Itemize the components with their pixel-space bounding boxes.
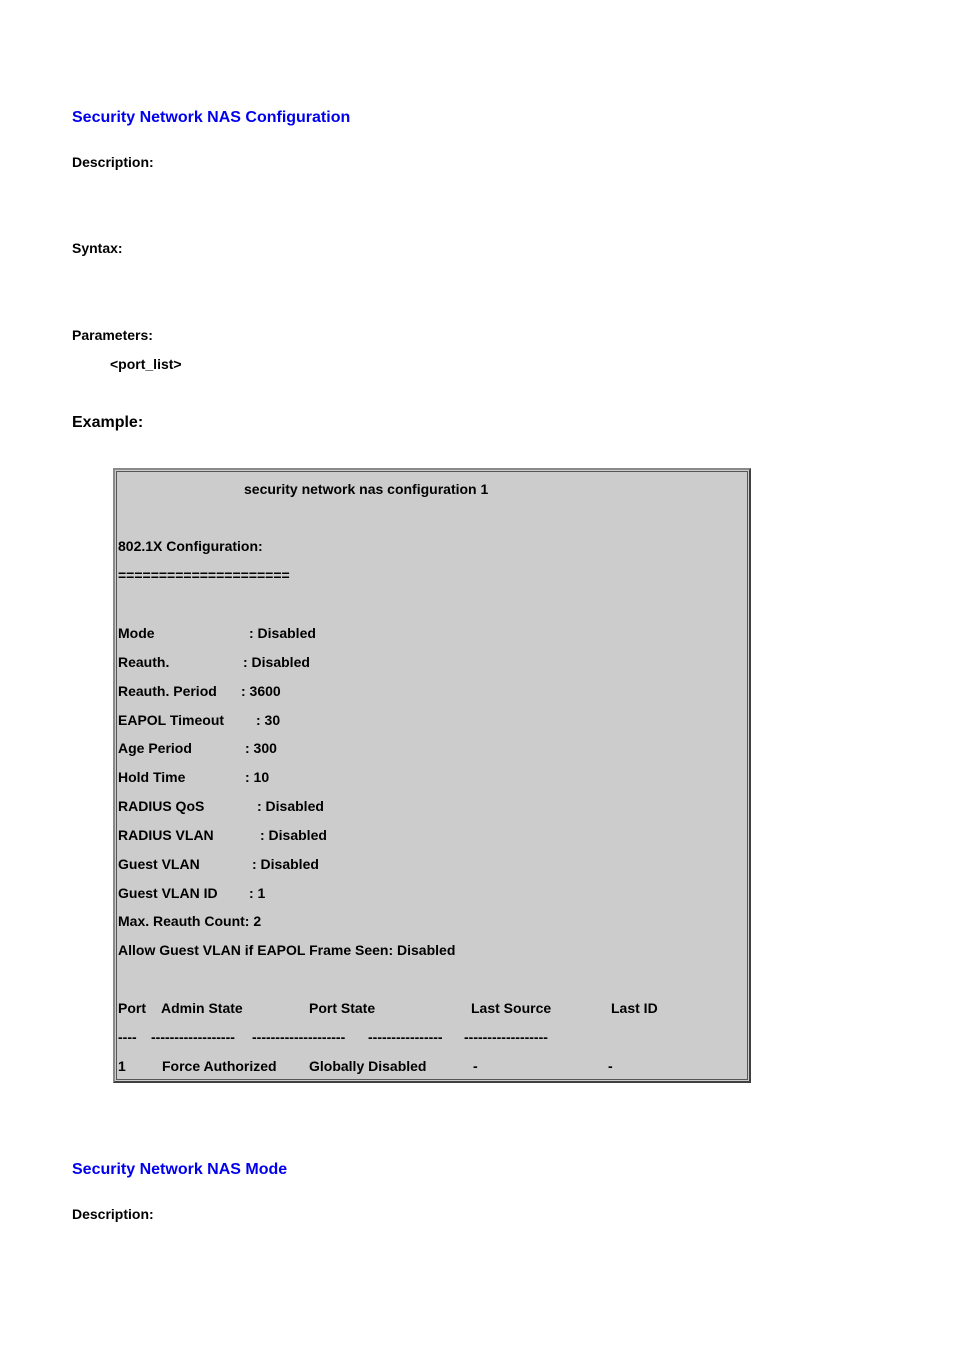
example-label: Example:	[72, 414, 144, 431]
setting-key: Age Period	[118, 740, 192, 756]
table-cell-port-state: Globally Disabled	[309, 1058, 427, 1074]
table-dashes: ------------------	[464, 1029, 548, 1045]
table-header-port-state: Port State	[309, 1000, 376, 1016]
setting-value: : Disabled	[249, 625, 316, 641]
table-cell-port: 1	[118, 1058, 126, 1074]
setting-key: RADIUS VLAN	[118, 827, 214, 843]
table-header-last-id: Last ID	[611, 1000, 658, 1016]
table-cell-last-id: -	[608, 1058, 613, 1074]
description-label: Description:	[72, 154, 154, 170]
description-label-2: Description:	[72, 1206, 154, 1222]
param-port-list: <port_list>	[110, 356, 182, 372]
setting-value: : Disabled	[257, 798, 324, 814]
setting-key: Hold Time	[118, 769, 186, 785]
setting-value: : 30	[256, 712, 281, 728]
section-title-nas-configuration: Security Network NAS Configuration	[72, 109, 351, 126]
table-header-last-source: Last Source	[471, 1000, 552, 1016]
console-output-box	[113, 468, 751, 1083]
setting-value: : 10	[245, 769, 270, 785]
table-dashes: ------------------	[151, 1029, 235, 1045]
setting-value: : Disabled	[243, 654, 310, 670]
table-dashes: ----	[118, 1029, 137, 1045]
setting-key: Mode	[118, 625, 155, 641]
setting-key: Guest VLAN ID	[118, 885, 218, 901]
section-title-nas-mode: Security Network NAS Mode	[72, 1161, 288, 1178]
table-dashes: ----------------	[368, 1029, 443, 1045]
setting-value: : 1	[249, 885, 266, 901]
setting-key: RADIUS QoS	[118, 798, 205, 814]
setting-value: : 300	[245, 740, 277, 756]
setting-key: Reauth. Period	[118, 683, 217, 699]
allow-guest-vlan: Allow Guest VLAN if EAPOL Frame Seen: Disabled	[118, 942, 456, 958]
table-cell-admin-state: Force Authorized	[162, 1058, 277, 1074]
setting-value: : Disabled	[260, 827, 327, 843]
console-command: security network nas configuration 1	[244, 481, 489, 497]
setting-value: : 3600	[241, 683, 281, 699]
setting-key: Guest VLAN	[118, 856, 200, 872]
table-header-port: Port	[118, 1000, 146, 1016]
table-dashes: --------------------	[252, 1029, 346, 1045]
console-separator: =====================	[118, 567, 290, 583]
max-reauth-count: Max. Reauth Count: 2	[118, 913, 262, 929]
setting-value: : Disabled	[252, 856, 319, 872]
setting-key: Reauth.	[118, 654, 170, 670]
parameters-label: Parameters:	[72, 327, 153, 343]
table-cell-last-source: -	[473, 1058, 478, 1074]
setting-key: EAPOL Timeout	[118, 712, 225, 728]
table-header-admin-state: Admin State	[161, 1000, 243, 1016]
syntax-label: Syntax:	[72, 240, 123, 256]
console-heading: 802.1X Configuration:	[118, 538, 263, 554]
